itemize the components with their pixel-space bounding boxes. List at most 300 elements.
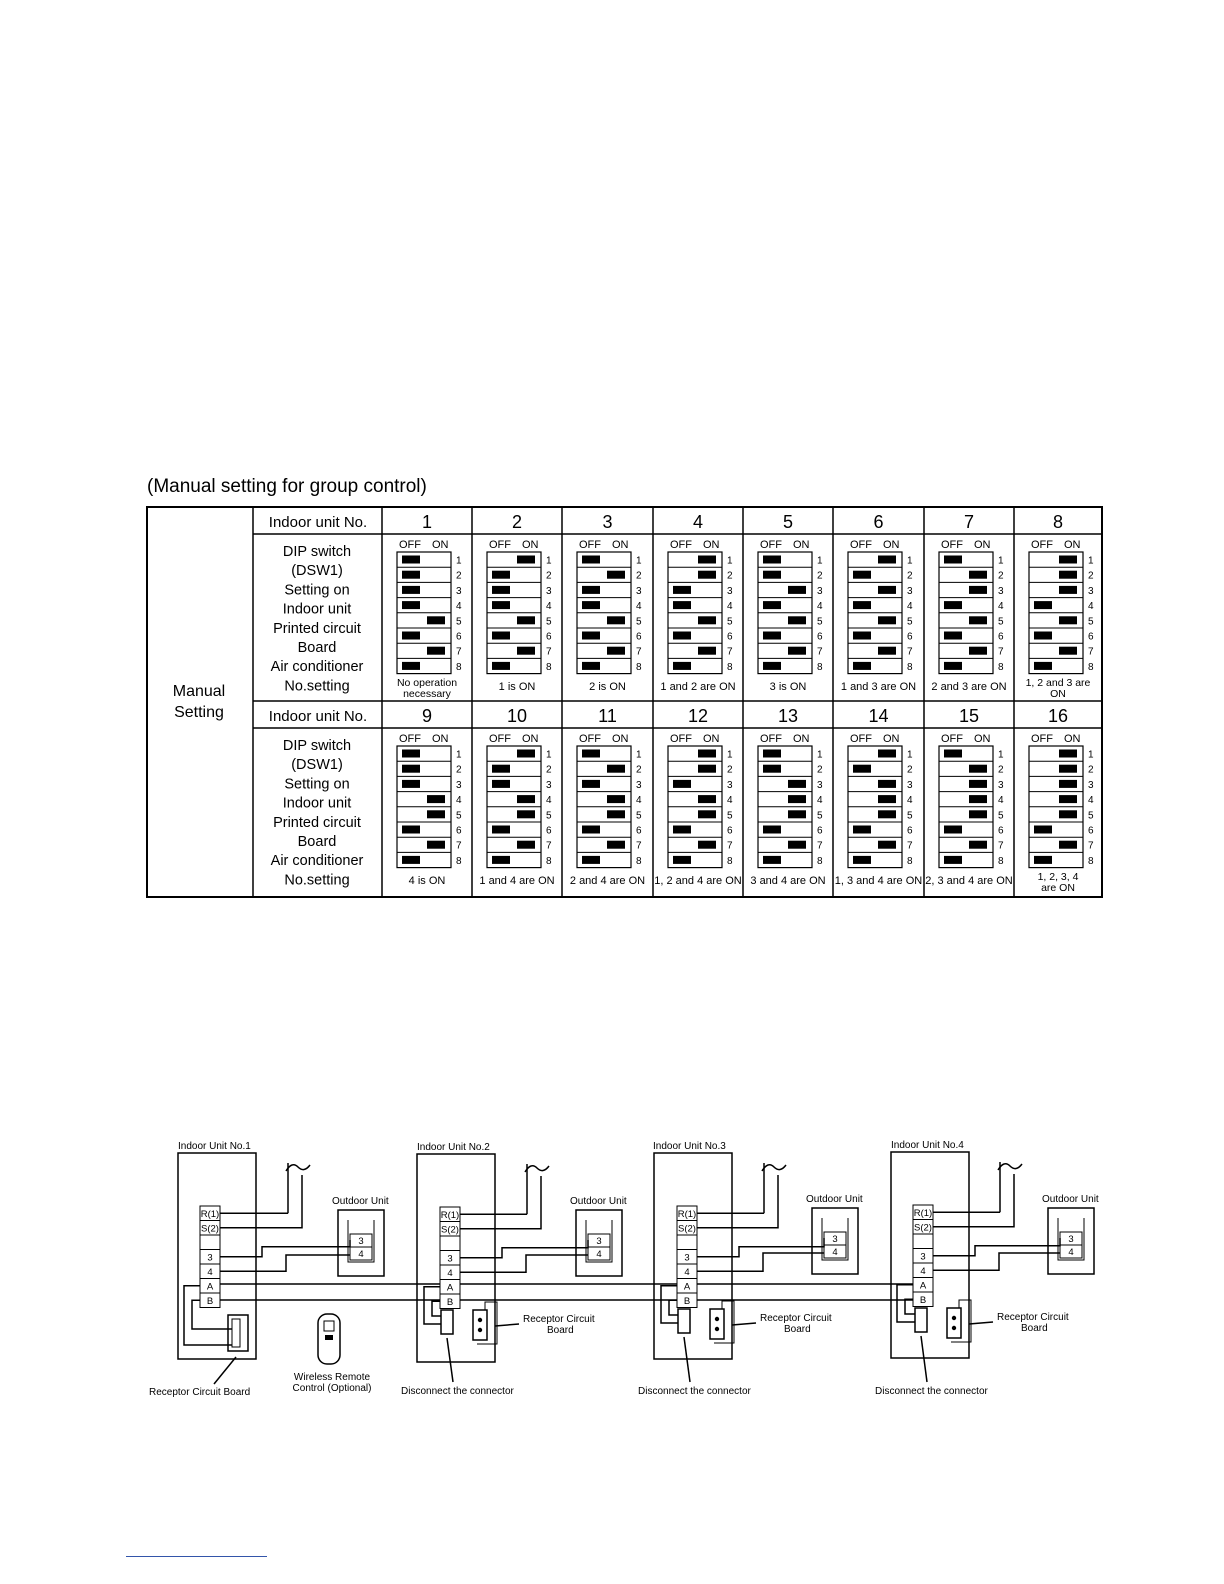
unit-number: 3 — [602, 512, 613, 532]
off-label: OFF — [670, 539, 692, 551]
indoor-unit-title: Indoor Unit No.1 — [178, 1141, 251, 1152]
remote-icon — [324, 1321, 334, 1331]
dip-pin-label: 5 — [817, 616, 823, 628]
dip-pin-label: 8 — [998, 661, 1004, 673]
off-label: OFF — [579, 733, 601, 745]
description-label: (DSW1) — [291, 563, 343, 580]
dip-pin-label: 1 — [456, 749, 462, 761]
callout-line — [214, 1357, 236, 1384]
terminal-label: B — [919, 1295, 927, 1306]
dip-pin-label: 8 — [546, 855, 552, 867]
terminal-label: B — [446, 1297, 454, 1308]
dip-pin-label: 8 — [546, 661, 552, 673]
dip-pin-label: 1 — [727, 555, 733, 567]
receptor-pin — [715, 1317, 719, 1321]
dip-pin-label: 5 — [907, 616, 913, 628]
dip-pin-label: 1 — [998, 555, 1004, 567]
dip-pin-label: 8 — [907, 855, 913, 867]
setting-note: are ON — [1041, 882, 1075, 894]
description-label: Indoor unit — [282, 795, 352, 812]
dip-pin-label: 2 — [907, 764, 913, 776]
dip-pin-label: 3 — [998, 585, 1004, 597]
dip-pin-label: 8 — [1088, 661, 1094, 673]
dip-pin-label: 5 — [456, 810, 462, 822]
callout-line — [921, 1336, 927, 1382]
dip-pin-label: 3 — [456, 585, 462, 597]
dip-pin-label: 8 — [817, 855, 823, 867]
dip-pin-label: 3 — [907, 585, 913, 597]
dip-pin-label: 7 — [727, 646, 733, 658]
dip-pin-label: 1 — [907, 555, 913, 567]
description-label: (DSW1) — [291, 757, 343, 774]
dip-pin-label: 3 — [998, 779, 1004, 791]
terminal-label: 4 — [447, 1268, 453, 1279]
setting-note: ON — [1050, 688, 1066, 700]
callout-line — [732, 1323, 756, 1325]
wireless-remote — [293, 1314, 372, 1394]
outdoor-wire — [220, 1240, 350, 1257]
dip-pin-label: 2 — [1088, 570, 1094, 582]
dip-pin-label: 4 — [456, 601, 462, 613]
dip-pin-label: 4 — [817, 795, 823, 807]
receptor-board — [710, 1309, 724, 1339]
unit-number: 12 — [687, 706, 709, 726]
dip-pin-label: 8 — [727, 855, 733, 867]
dip-pin-label: 3 — [817, 585, 823, 597]
dip-pin-label: 8 — [998, 855, 1004, 867]
unit-number: 15 — [958, 706, 980, 726]
on-label: ON — [974, 539, 991, 551]
unit-number: 4 — [692, 512, 704, 532]
setting-note: 4 is ON — [408, 875, 446, 887]
dip-pin-label: 1 — [546, 749, 552, 761]
off-label: OFF — [941, 733, 963, 745]
dip-pin-label: 7 — [817, 840, 823, 852]
description-label: Board — [297, 640, 337, 656]
on-label: ON — [793, 539, 810, 551]
dip-pin-label: 2 — [907, 570, 913, 582]
receptor-label: Board — [784, 1324, 811, 1335]
receptor-label: Board — [547, 1325, 574, 1336]
indoor-unit-2 — [401, 1142, 627, 1397]
off-label: OFF — [399, 539, 421, 551]
dip-pin-label: 3 — [456, 779, 462, 791]
dip-pin-label: 4 — [727, 795, 733, 807]
dip-pin-label: 4 — [1088, 795, 1094, 807]
setting-note: 2 and 3 are ON — [931, 681, 1007, 693]
power-cable — [697, 1175, 778, 1228]
outdoor-unit-title: Outdoor Unit — [570, 1196, 627, 1207]
dip-pin-label: 1 — [1088, 749, 1094, 761]
on-label: ON — [432, 539, 449, 551]
outdoor-terminal-label: 3 — [1068, 1234, 1074, 1245]
indoor-unit-title: Indoor Unit No.3 — [653, 1141, 726, 1152]
dip-pin-label: 1 — [1088, 555, 1094, 567]
dip-pin-label: 6 — [727, 631, 733, 643]
dip-pin-label: 6 — [907, 825, 913, 837]
dip-pin-label: 7 — [456, 840, 462, 852]
dip-pin-label: 7 — [636, 646, 642, 658]
outdoor-terminal-label: 4 — [596, 1249, 602, 1260]
dip-pin-label: 4 — [636, 795, 642, 807]
dip-pin-label: 5 — [1088, 616, 1094, 628]
terminal-label: S(2) — [914, 1222, 932, 1234]
dip-pin-label: 5 — [546, 810, 552, 822]
dip-pin-label: 7 — [727, 840, 733, 852]
on-label: ON — [1064, 539, 1081, 551]
on-label: ON — [522, 539, 539, 551]
dip-pin-label: 4 — [998, 601, 1004, 613]
terminal-label: 3 — [207, 1252, 213, 1264]
dip-pin-label: 4 — [1088, 601, 1094, 613]
indoor-unit-1 — [149, 1141, 389, 1398]
description-label: DIP switch — [282, 544, 352, 560]
dip-pin-label: 5 — [727, 616, 733, 628]
dip-pin-label: 2 — [456, 764, 462, 776]
dip-pin-label: 8 — [817, 661, 823, 673]
dip-pin-label: 7 — [907, 646, 913, 658]
terminal-cell — [677, 1235, 697, 1250]
receptor-pin — [952, 1316, 956, 1320]
dip-pin-label: 8 — [636, 855, 642, 867]
on-label: ON — [432, 733, 449, 745]
dip-pin-label: 7 — [1088, 646, 1094, 658]
dip-pin-label: 7 — [907, 840, 913, 852]
dip-pin-label: 4 — [546, 601, 552, 613]
setting-note: 1 and 3 are ON — [840, 681, 917, 693]
dip-pin-label: 4 — [907, 601, 913, 613]
outdoor-wire — [697, 1238, 824, 1257]
dip-pin-label: 5 — [636, 810, 642, 822]
dip-pin-label: 6 — [817, 631, 823, 643]
dip-pin-label: 2 — [727, 764, 733, 776]
dip-pin-label: 6 — [546, 825, 552, 837]
description-label: Indoor unit — [282, 601, 352, 618]
dip-pin-label: 5 — [546, 616, 552, 628]
receptor-pin — [478, 1318, 482, 1322]
off-label: OFF — [399, 733, 421, 745]
dip-pin-label: 1 — [727, 749, 733, 761]
description-label: Board — [297, 834, 337, 850]
dip-pin-label: 6 — [817, 825, 823, 837]
terminal-cell — [200, 1235, 220, 1250]
indoor-unit-3 — [638, 1141, 863, 1397]
setting-note: 1, 3 and 4 are ON — [834, 875, 923, 887]
on-label: ON — [883, 733, 900, 745]
unit-number: 14 — [868, 706, 889, 726]
dip-pin-label: 2 — [998, 764, 1004, 776]
dip-pin-label: 7 — [1088, 840, 1094, 852]
outdoor-unit-title: Outdoor Unit — [332, 1196, 389, 1207]
dip-pin-label: 1 — [636, 555, 642, 567]
on-label: ON — [974, 733, 991, 745]
dip-pin-label: 5 — [907, 810, 913, 822]
dip-pin-label: 3 — [907, 779, 913, 791]
power-cable — [460, 1176, 541, 1229]
dip-pin-label: 1 — [817, 749, 823, 761]
dip-pin-label: 4 — [907, 795, 913, 807]
unit-number: 9 — [421, 706, 433, 726]
dip-pin-label: 7 — [817, 646, 823, 658]
description-label: Printed circuit — [273, 814, 361, 831]
receptor-connector — [232, 1319, 240, 1347]
setting-note: necessary — [403, 688, 451, 700]
description-label: No.setting — [284, 872, 350, 889]
dip-pin-label: 6 — [1088, 825, 1094, 837]
terminal-label: R(1) — [913, 1208, 933, 1219]
dip-pin-label: 8 — [456, 661, 462, 673]
receptor-board — [947, 1308, 961, 1338]
dip-pin-label: 5 — [998, 810, 1004, 822]
disconnect-label: Disconnect the connector — [638, 1386, 751, 1397]
terminal-cell — [913, 1234, 933, 1249]
off-label: OFF — [489, 733, 511, 745]
dip-pin-label: 3 — [1088, 779, 1094, 791]
dip-pin-label: 2 — [456, 570, 462, 582]
dip-pin-label: 6 — [636, 631, 642, 643]
terminal-label: S(2) — [201, 1223, 219, 1235]
dip-pin-label: 2 — [727, 570, 733, 582]
dip-pin-label: 7 — [998, 840, 1004, 852]
remote-label: Control (Optional) — [292, 1383, 372, 1394]
dip-pin-label: 1 — [456, 555, 462, 567]
unit-number: 10 — [506, 706, 528, 726]
receptor-label: Receptor Circuit — [760, 1313, 832, 1324]
dip-pin-label: 8 — [907, 661, 913, 673]
on-label: ON — [883, 539, 900, 551]
dip-pin-label: 1 — [636, 749, 642, 761]
dip-pin-label: 6 — [907, 631, 913, 643]
outdoor-wire — [697, 1253, 824, 1271]
dip-pin-label: 1 — [546, 555, 552, 567]
disconnected-connector — [441, 1310, 453, 1334]
terminal-label: R(1) — [200, 1209, 220, 1220]
outdoor-terminal-label: 4 — [832, 1247, 838, 1258]
unit-number: 11 — [598, 706, 617, 726]
dip-pin-label: 6 — [1088, 631, 1094, 643]
off-label: OFF — [489, 539, 511, 551]
dip-pin-label: 2 — [817, 764, 823, 776]
dip-pin-label: 8 — [456, 855, 462, 867]
dip-pin-label: 8 — [1088, 855, 1094, 867]
terminal-label: B — [683, 1296, 691, 1307]
dip-pin-label: 3 — [817, 779, 823, 791]
callout-line — [969, 1322, 993, 1324]
unit-number: 8 — [1052, 512, 1064, 532]
remote-label: Wireless Remote — [293, 1372, 371, 1383]
dip-pin-label: 4 — [636, 601, 642, 613]
dip-pin-label: 6 — [546, 631, 552, 643]
power-cable — [220, 1175, 302, 1228]
terminal-label: R(1) — [677, 1209, 697, 1220]
setting-note: 1 and 2 are ON — [660, 681, 736, 693]
description-label: Setting on — [284, 582, 350, 599]
section-label: Manual — [172, 683, 226, 700]
setting-note: 3 is ON — [769, 681, 807, 693]
dip-pin-label: 7 — [998, 646, 1004, 658]
terminal-label: 4 — [207, 1267, 213, 1278]
setting-note: 2 is ON — [589, 681, 626, 693]
unit-number: 13 — [777, 706, 799, 726]
section-label: Setting — [174, 704, 224, 721]
terminal-label: 3 — [447, 1253, 453, 1265]
terminal-label: 3 — [920, 1251, 926, 1263]
unit-number: 2 — [511, 512, 523, 532]
dip-pin-label: 2 — [546, 570, 552, 582]
off-label: OFF — [850, 733, 872, 745]
terminal-label: A — [206, 1281, 214, 1293]
off-label: OFF — [941, 539, 963, 551]
setting-note: 1, 2 and 4 are ON — [654, 875, 742, 887]
receptor-label: Receptor Circuit — [523, 1314, 595, 1325]
dip-pin-label: 4 — [998, 795, 1004, 807]
dip-pin-label: 7 — [546, 840, 552, 852]
outdoor-unit-title: Outdoor Unit — [806, 1194, 863, 1205]
terminal-label: A — [446, 1282, 454, 1294]
dip-pin-label: 5 — [817, 810, 823, 822]
receptor-label: Receptor Circuit Board — [149, 1387, 251, 1398]
terminal-label: 4 — [920, 1266, 926, 1277]
disconnected-connector — [678, 1309, 690, 1333]
on-label: ON — [522, 733, 539, 745]
cable-break-mark — [286, 1165, 310, 1171]
setting-note: 2, 3 and 4 are ON — [925, 875, 1013, 887]
outdoor-terminal-label: 4 — [1068, 1247, 1074, 1258]
dip-pin-label: 3 — [727, 585, 733, 597]
terminal-label: S(2) — [441, 1224, 459, 1236]
off-label: OFF — [1031, 733, 1053, 745]
dip-pin-label: 5 — [727, 810, 733, 822]
dip-pin-label: 1 — [998, 749, 1004, 761]
description-label: Setting on — [284, 776, 350, 793]
unit-number: 6 — [873, 512, 884, 532]
dip-pin-label: 6 — [636, 825, 642, 837]
description-label: Air conditioner — [270, 853, 364, 870]
dip-pin-label: 3 — [546, 779, 552, 791]
terminal-cell — [440, 1236, 460, 1251]
off-label: OFF — [850, 539, 872, 551]
dip-pin-label: 3 — [546, 585, 552, 597]
on-label: ON — [793, 733, 810, 745]
terminal-label: A — [919, 1280, 927, 1292]
dip-pin-label: 4 — [817, 601, 823, 613]
disconnect-label: Disconnect the connector — [401, 1386, 514, 1397]
dip-pin-label: 8 — [636, 661, 642, 673]
off-label: OFF — [1031, 539, 1053, 551]
unit-number: 1 — [421, 512, 433, 532]
dip-pin-label: 7 — [636, 840, 642, 852]
outdoor-terminal-label: 4 — [358, 1249, 364, 1260]
receptor-label: Receptor Circuit — [997, 1312, 1069, 1323]
on-label: ON — [1064, 733, 1081, 745]
disconnected-connector — [915, 1308, 927, 1332]
unit-number: 5 — [782, 512, 794, 532]
dip-pin-label: 1 — [817, 555, 823, 567]
dip-pin-label: 7 — [546, 646, 552, 658]
dip-pin-label: 7 — [456, 646, 462, 658]
dip-pin-label: 3 — [636, 779, 642, 791]
dip-pin-label: 2 — [636, 764, 642, 776]
indoor-unit-title: Indoor Unit No.4 — [891, 1140, 964, 1151]
terminal-label: 3 — [684, 1252, 690, 1264]
setting-note: 1, 2 and 3 are — [1025, 677, 1091, 689]
outdoor-terminal-label: 3 — [358, 1236, 364, 1247]
setting-note: No operation — [396, 677, 458, 689]
unit-header-label: Indoor unit No. — [268, 708, 368, 725]
receptor-wire — [897, 1285, 915, 1322]
description-label: Air conditioner — [270, 659, 364, 676]
footer-rule — [126, 1556, 267, 1557]
callout-line — [495, 1324, 519, 1326]
description-label: Printed circuit — [273, 620, 361, 637]
receptor-label: Board — [1021, 1323, 1048, 1334]
outdoor-unit-title: Outdoor Unit — [1042, 1194, 1099, 1205]
dip-pin-label: 4 — [727, 601, 733, 613]
dip-pin-label: 5 — [998, 616, 1004, 628]
receptor-pin — [952, 1326, 956, 1330]
receptor-pin — [715, 1327, 719, 1331]
setting-note: 3 and 4 are ON — [750, 875, 826, 887]
dip-pin-label: 2 — [636, 570, 642, 582]
dip-pin-label: 2 — [546, 764, 552, 776]
off-label: OFF — [670, 733, 692, 745]
unit-header-label: Indoor unit No. — [268, 514, 368, 531]
off-label: OFF — [579, 539, 601, 551]
dip-pin-label: 5 — [636, 616, 642, 628]
callout-line — [447, 1338, 453, 1382]
dip-pin-label: 2 — [998, 570, 1004, 582]
off-label: OFF — [760, 539, 782, 551]
terminal-label: S(2) — [678, 1223, 696, 1235]
dip-pin-label: 1 — [907, 749, 913, 761]
remote-icon — [325, 1335, 333, 1340]
terminal-label: B — [206, 1296, 214, 1307]
dip-pin-label: 4 — [546, 795, 552, 807]
off-label: OFF — [760, 733, 782, 745]
dip-pin-label: 6 — [998, 631, 1004, 643]
outdoor-terminal-label: 3 — [596, 1236, 602, 1247]
indoor-unit-title: Indoor Unit No.2 — [417, 1142, 490, 1153]
unit-number: 16 — [1047, 706, 1069, 726]
dip-pin-label: 5 — [456, 616, 462, 628]
setting-note: 1 and 4 are ON — [479, 875, 555, 887]
dip-pin-label: 2 — [817, 570, 823, 582]
description-label: No.setting — [284, 678, 350, 695]
receptor-pin — [478, 1328, 482, 1332]
unit-number: 7 — [963, 512, 975, 532]
indoor-unit-4 — [875, 1140, 1099, 1397]
dip-pin-label: 8 — [727, 661, 733, 673]
terminal-label: A — [683, 1281, 691, 1293]
on-label: ON — [612, 733, 629, 745]
on-label: ON — [703, 733, 720, 745]
dip-pin-label: 4 — [456, 795, 462, 807]
setting-note: 1 is ON — [498, 681, 536, 693]
on-label: ON — [612, 539, 629, 551]
power-cable — [933, 1174, 1014, 1227]
on-label: ON — [703, 539, 720, 551]
dip-pin-label: 6 — [727, 825, 733, 837]
outdoor-terminal-label: 3 — [832, 1234, 838, 1245]
cable-break-mark — [762, 1165, 786, 1171]
dip-pin-label: 3 — [727, 779, 733, 791]
disconnect-label: Disconnect the connector — [875, 1386, 988, 1397]
dip-pin-label: 6 — [456, 825, 462, 837]
receptor-board — [473, 1310, 487, 1340]
dip-pin-label: 5 — [1088, 810, 1094, 822]
setting-note: 1, 2, 3, 4 — [1037, 871, 1079, 883]
description-label: DIP switch — [282, 738, 352, 754]
